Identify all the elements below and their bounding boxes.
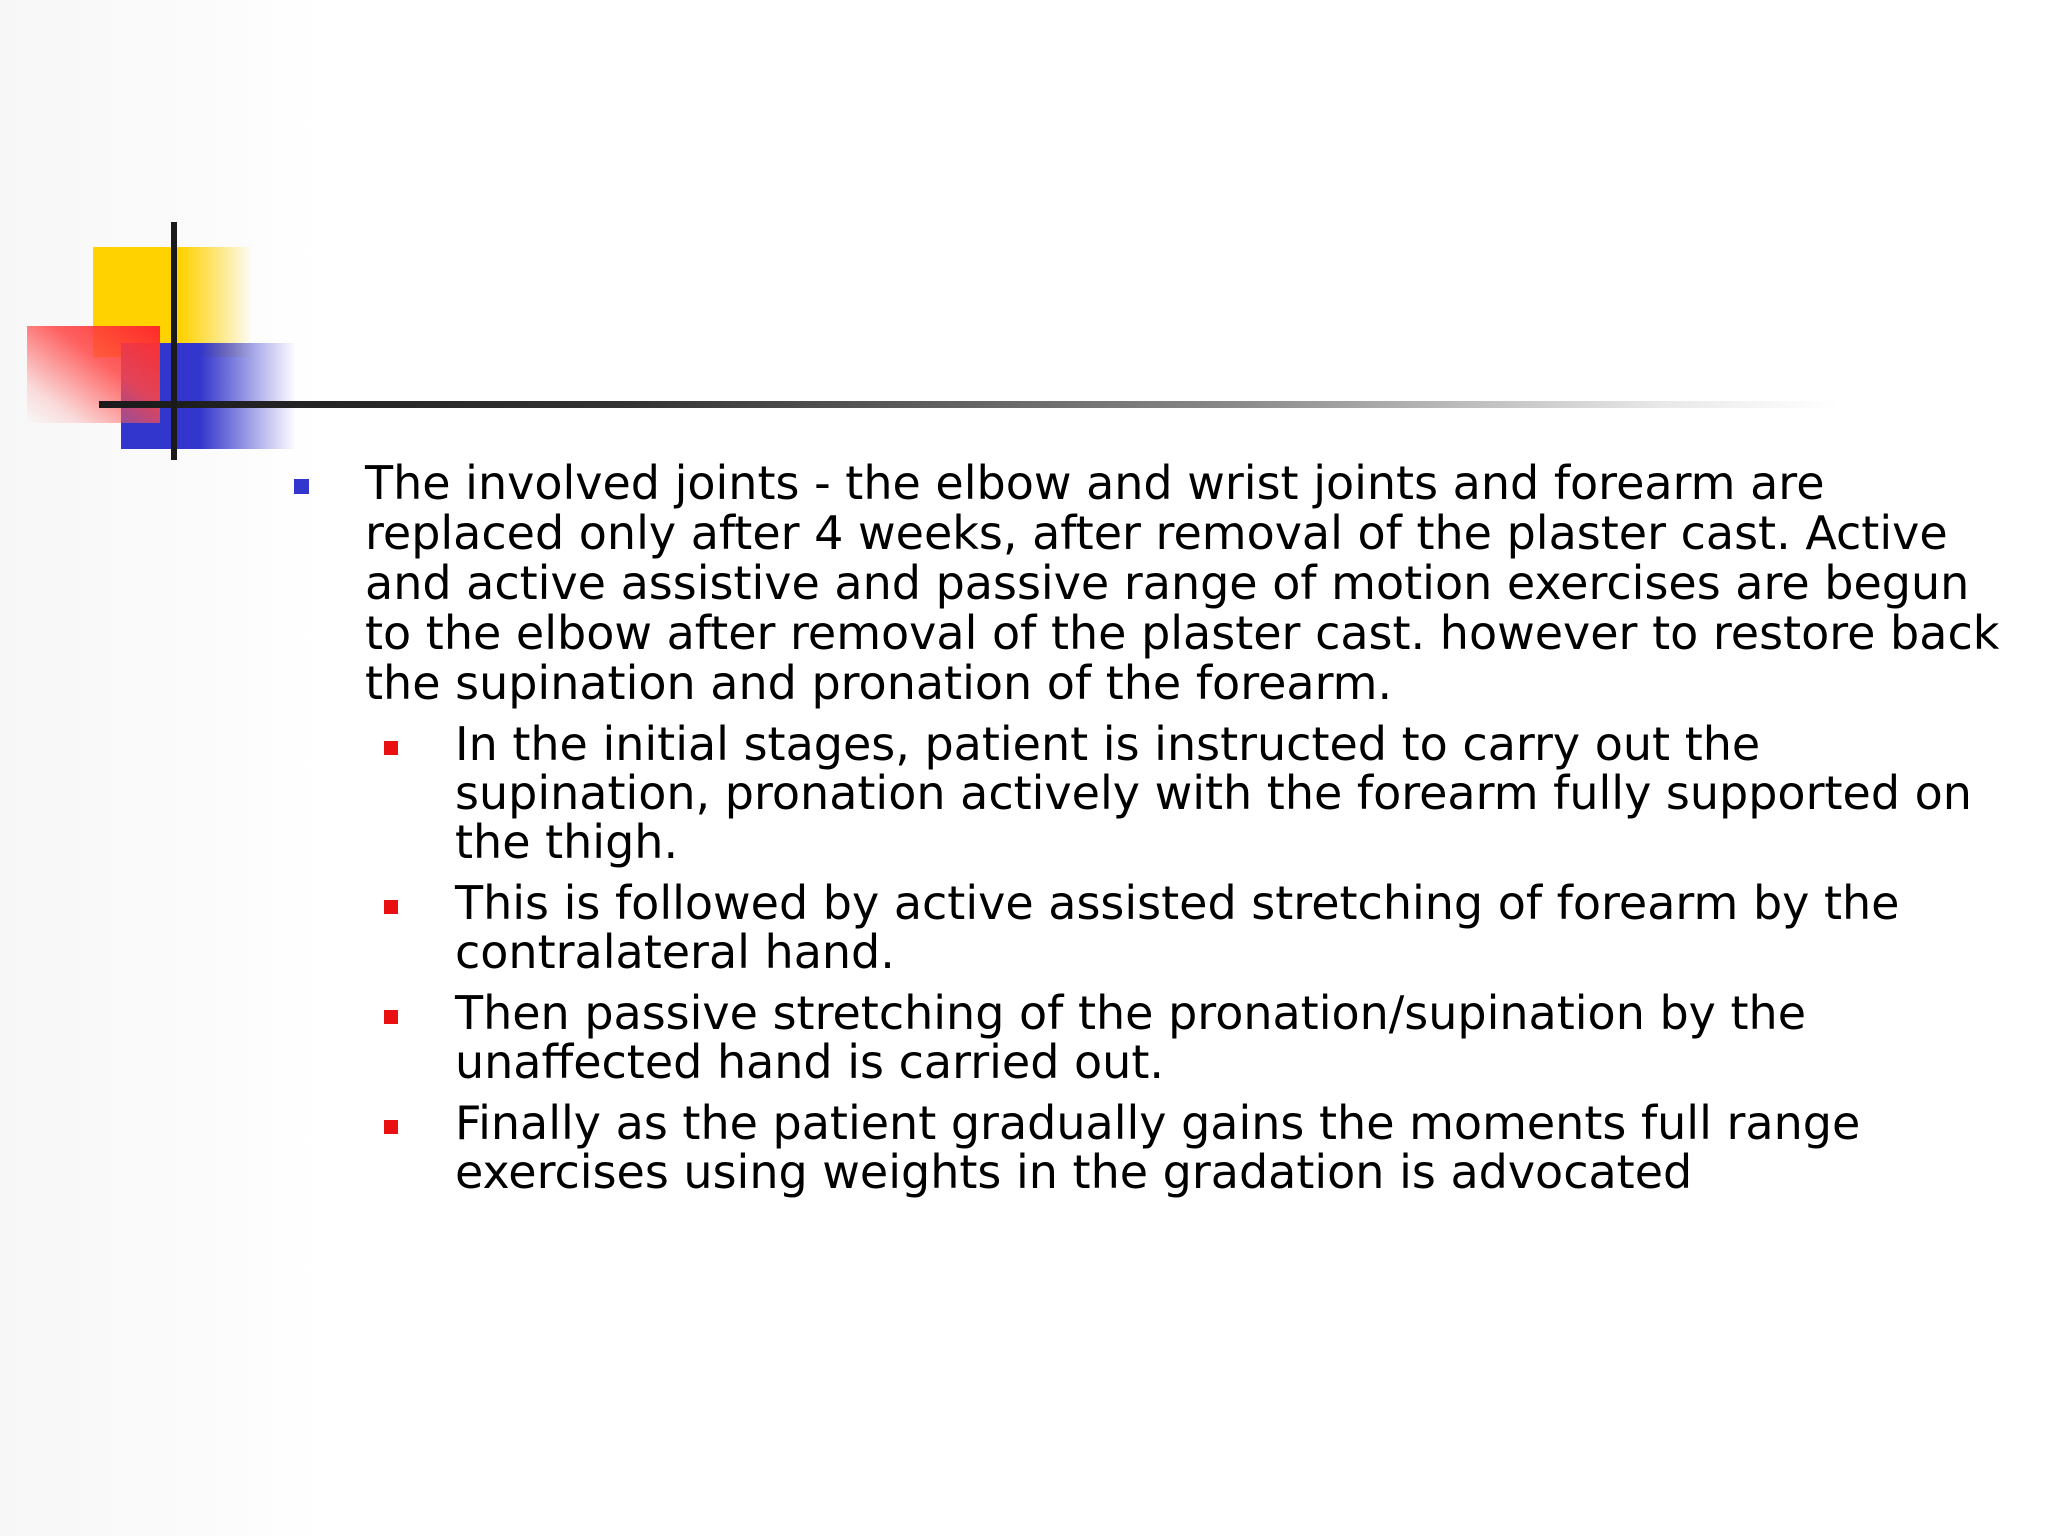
- sub-bullet-item: [375, 986, 2005, 1089]
- square-bullet-icon: [384, 900, 398, 914]
- square-bullet-icon: [384, 741, 398, 755]
- slide-body: [285, 458, 2005, 1209]
- sub-bullet-item: [375, 717, 2005, 869]
- decor-red-square: [27, 326, 160, 423]
- square-bullet-icon: [294, 479, 309, 494]
- sub-bullet-item: [375, 876, 2005, 979]
- sub-bullet-text: Then passive stretching of the pronation/supination by the unaffected hand is carried out.: [455, 986, 1807, 1089]
- square-bullet-icon: [384, 1010, 398, 1024]
- sub-bullet-item: [375, 1096, 2005, 1199]
- bullet-item: [285, 458, 2005, 708]
- sub-bullet-text: This is followed by active assisted stretching of forearm by the contralateral hand.: [455, 876, 1900, 979]
- square-bullet-icon: [384, 1120, 398, 1134]
- decor-horizontal-rule: [99, 401, 1839, 408]
- bullet-text: The involved joints - the elbow and wrist joints and forearm are replaced only after 4 weeks, after removal of the plaster cast. Active and active assistive and passive range of motion exercises are begun to the elbow after removal of the plaster cast. however to restore back the supination and pronation of the forearm.: [365, 456, 2000, 710]
- decor-vertical-rule: [171, 222, 177, 460]
- sub-bullet-text: Finally as the patient gradually gains the moments full range exercises using weights in the gradation is advocated: [455, 1096, 1861, 1199]
- sub-bullet-text: In the initial stages, patient is instructed to carry out the supination, pronation actively with the forearm fully supported on the thigh.: [455, 717, 1972, 869]
